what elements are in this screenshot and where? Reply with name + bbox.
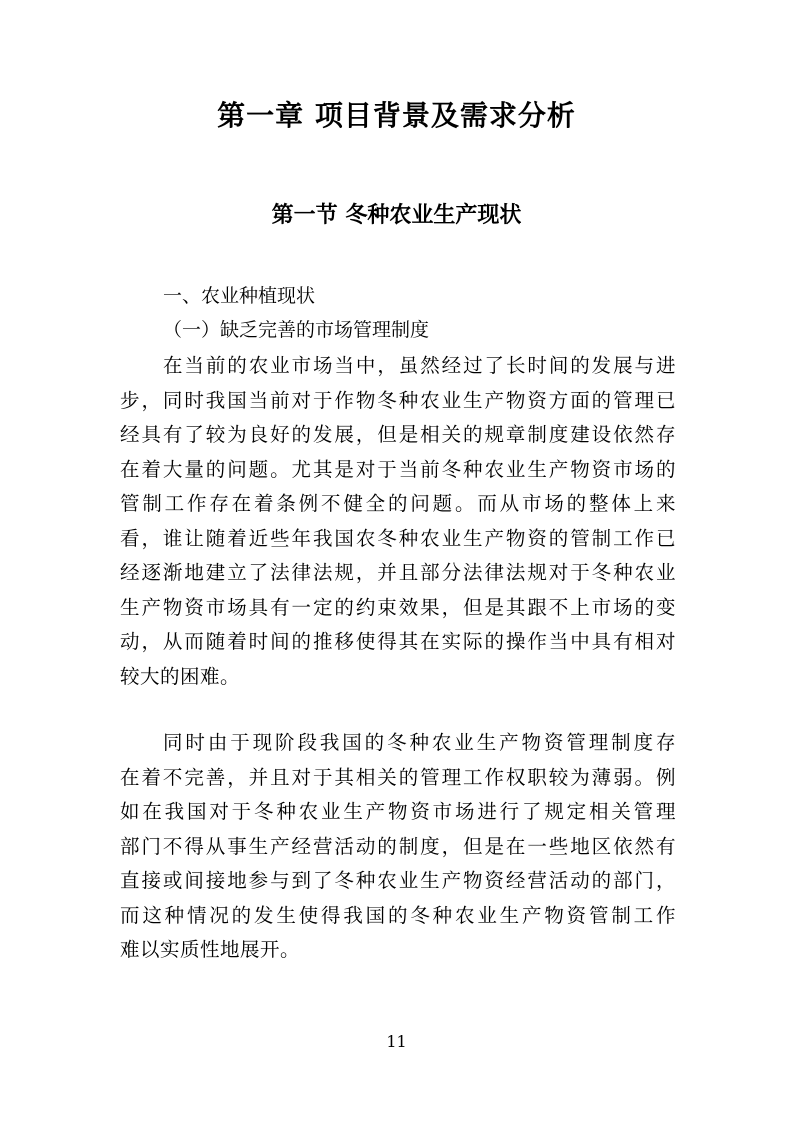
paragraph-line: 而这种情况的发生使得我国的冬种农业生产物资管制工作 [120, 903, 676, 927]
paragraph-1 [120, 349, 676, 694]
paragraph-line: 同时由于现阶段我国的冬种农业生产物资管理制度存 [163, 731, 676, 754]
page-number: 11 [386, 1032, 407, 1051]
paragraph-2 [120, 726, 676, 968]
paragraph-line: 在着不完善，并且对于其相关的管理工作权职较为薄弱。例 [120, 765, 676, 789]
paragraph-line: 生产物资市场具有一定的约束效果，但是其跟不上市场的变 [120, 595, 676, 619]
paragraph-line: 经逐渐地建立了法律法规，并且部分法律法规对于冬种农业 [120, 561, 676, 584]
paragraph-line: 较大的困难。 [120, 664, 241, 688]
heading-level-2: （一）缺乏完善的市场管理制度 [163, 319, 430, 341]
paragraph-line: 如在我国对于冬种农业生产物资市场进行了规定相关管理 [120, 800, 676, 823]
heading-level-1: 一、农业种植现状 [163, 285, 316, 307]
section-title: 第一节 冬种农业生产现状 [271, 203, 522, 228]
paragraph-line: 管制工作存在着条例不健全的问题。而从市场的整体上来 [120, 492, 676, 515]
paragraph-line: 部门不得从事生产经营活动的制度，但是在一些地区依然有 [120, 834, 676, 858]
paragraph-line: 在当前的农业市场当中，虽然经过了长时间的发展与进 [163, 354, 676, 377]
chapter-title: 第一章 项目背景及需求分析 [217, 99, 576, 132]
paragraph-line: 动，从而随着时间的推移使得其在实际的操作当中具有相对 [120, 630, 676, 653]
paragraph-line: 直接或间接地参与到了冬种农业生产物资经营活动的部门， [120, 869, 676, 892]
paragraph-line: 难以实质性地展开。 [120, 938, 301, 961]
paragraph-line: 步，同时我国当前对于作物冬种农业生产物资方面的管理已 [120, 388, 676, 412]
paragraph-line: 在着大量的问题。尤其是对于当前冬种农业生产物资市场的 [120, 457, 676, 481]
paragraph-line: 经具有了较为良好的发展，但是相关的规章制度建设依然存 [120, 423, 676, 446]
paragraph-line: 看，谁让随着近些年我国农冬种农业生产物资的管制工作已 [120, 526, 676, 550]
